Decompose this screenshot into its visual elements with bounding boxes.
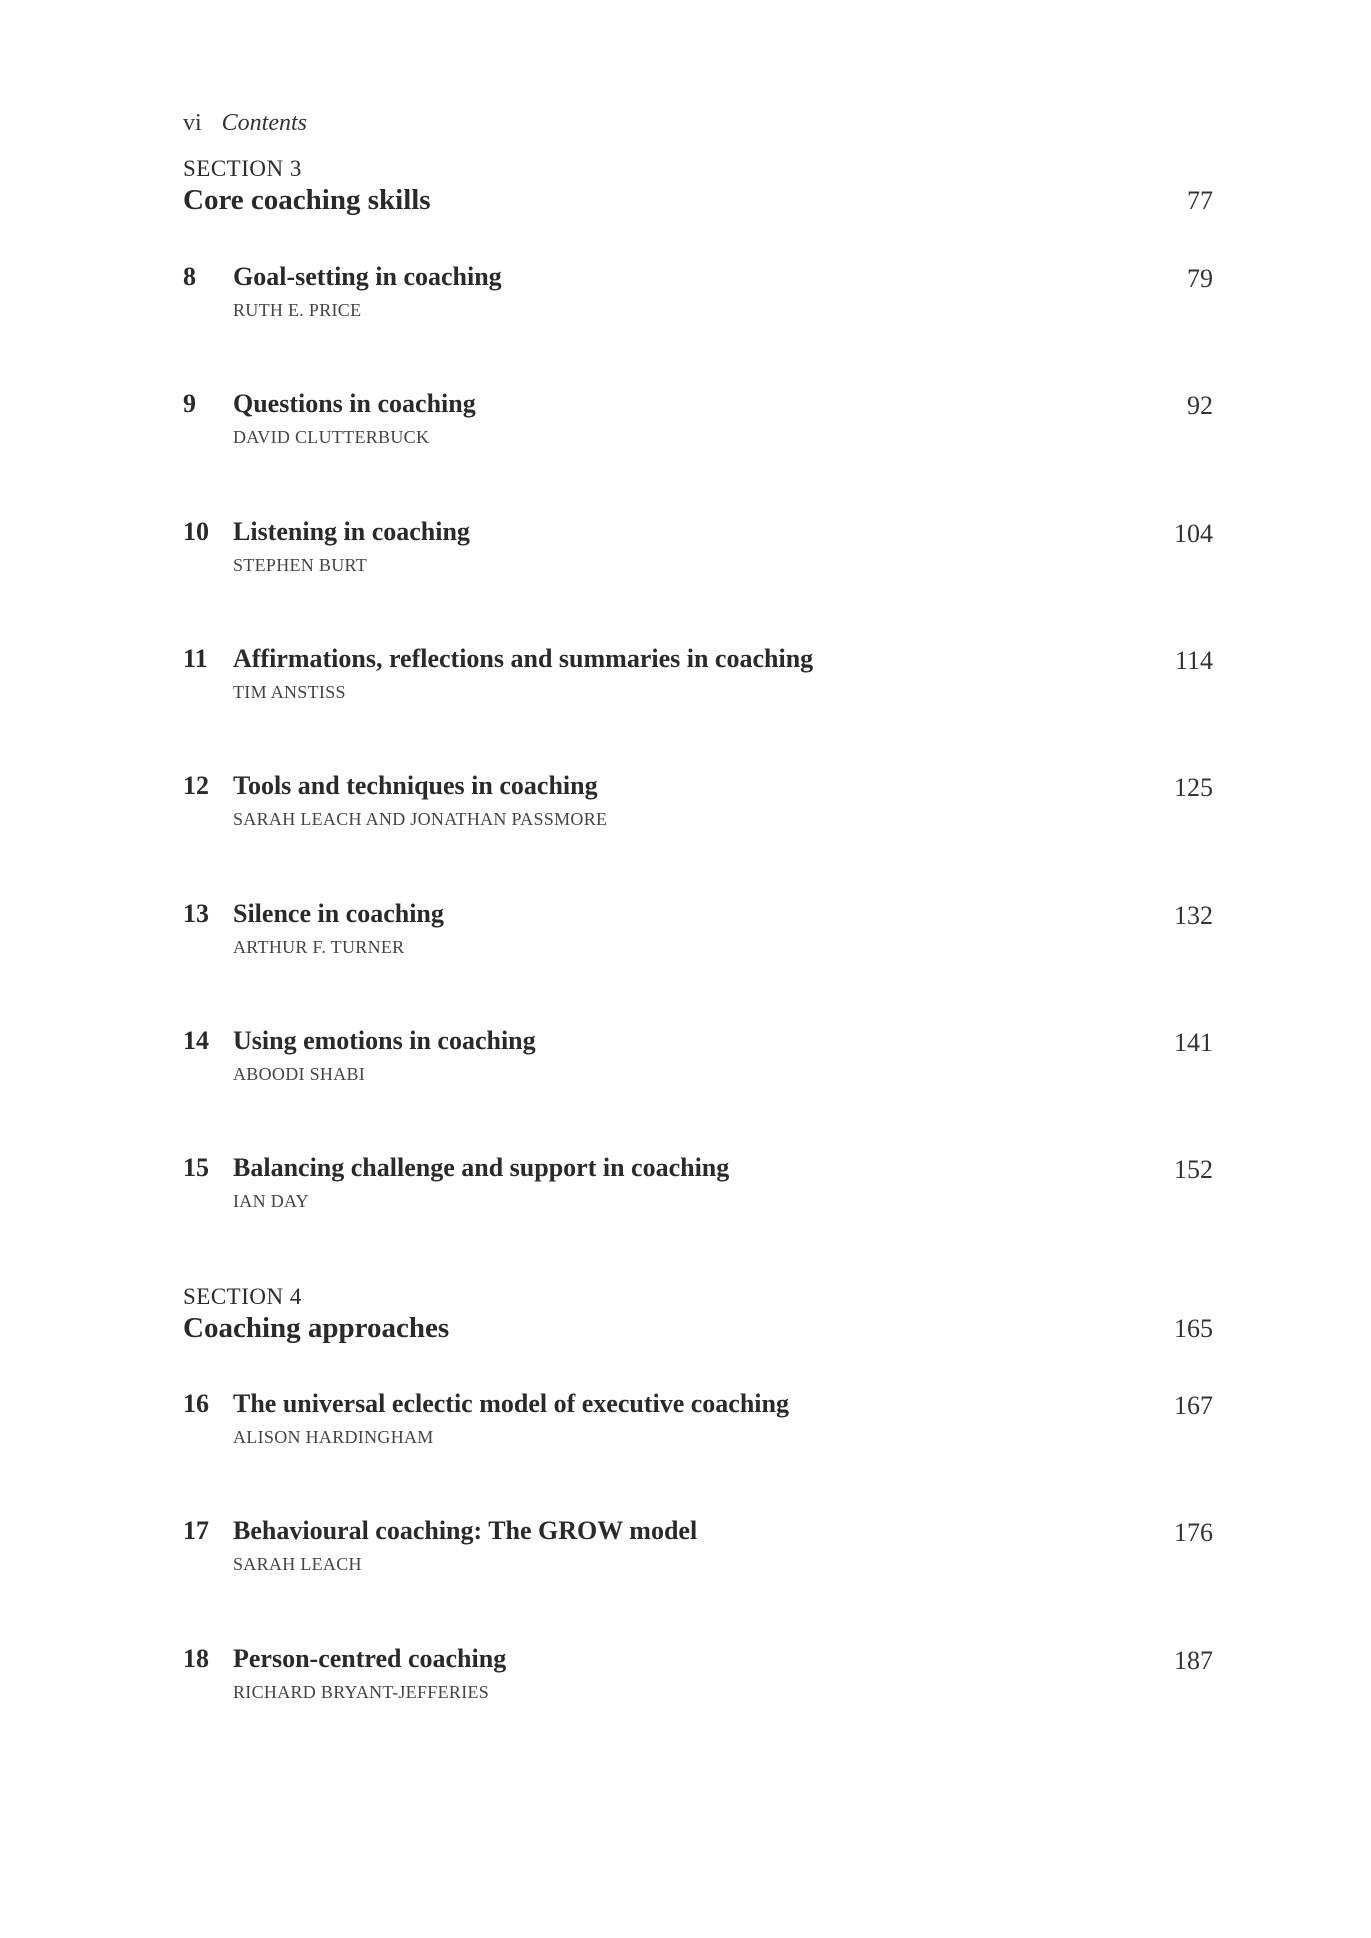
toc-entry[interactable]	[183, 644, 1213, 714]
chapter-author: ARTHUR F. TURNER	[233, 937, 405, 957]
toc-entry[interactable]	[183, 1516, 1213, 1586]
chapter-number: 11	[183, 644, 208, 673]
chapter-number: 14	[183, 1026, 209, 1055]
chapter-number: 12	[183, 771, 209, 800]
chapter-number: 15	[183, 1153, 209, 1182]
chapter-page-number: 125	[1174, 773, 1213, 802]
toc-entry[interactable]	[183, 389, 1213, 459]
running-head	[183, 110, 307, 137]
section-title: Coaching approaches	[183, 1312, 450, 1344]
chapter-title: Tools and techniques in coaching	[233, 771, 598, 800]
chapter-title: Person-centred coaching	[233, 1644, 507, 1673]
chapter-number: 8	[183, 262, 196, 291]
chapter-number: 16	[183, 1389, 209, 1418]
chapter-author: IAN DAY	[233, 1191, 309, 1211]
toc-entry[interactable]	[183, 262, 1213, 332]
chapter-author: RICHARD BRYANT-JEFFERIES	[233, 1682, 490, 1702]
section-heading	[183, 1282, 1213, 1352]
chapter-page-number: 176	[1174, 1518, 1213, 1547]
section-label: SECTION 4	[183, 1284, 302, 1309]
chapter-title: Using emotions in coaching	[233, 1026, 536, 1055]
section-page-number: 77	[1187, 186, 1213, 215]
chapter-number: 9	[183, 389, 196, 418]
chapter-page-number: 167	[1174, 1391, 1213, 1420]
chapter-author: DAVID CLUTTERBUCK	[233, 427, 430, 447]
chapter-author: TIM ANSTISS	[233, 682, 346, 702]
chapter-page-number: 114	[1174, 646, 1213, 675]
chapter-author: ALISON HARDINGHAM	[233, 1427, 434, 1447]
chapter-title: Questions in coaching	[233, 389, 476, 418]
chapter-title: Balancing challenge and support in coaching	[233, 1153, 730, 1182]
chapter-author: STEPHEN BURT	[233, 555, 368, 575]
chapter-page-number: 79	[1187, 264, 1213, 293]
toc-entry[interactable]	[183, 899, 1213, 969]
chapter-number: 10	[183, 517, 209, 546]
toc-entry[interactable]	[183, 517, 1213, 587]
chapter-page-number: 187	[1174, 1646, 1213, 1675]
chapter-page-number: 132	[1174, 901, 1213, 930]
running-head-title: Contents	[221, 110, 308, 136]
section-page-number: 165	[1174, 1314, 1213, 1343]
toc-entry[interactable]	[183, 1644, 1213, 1714]
toc-entry[interactable]	[183, 1153, 1213, 1223]
chapter-number: 17	[183, 1516, 209, 1545]
chapter-number: 18	[183, 1644, 209, 1673]
toc-entry[interactable]	[183, 771, 1213, 841]
chapter-title: The universal eclectic model of executive coaching	[233, 1389, 789, 1418]
chapter-title: Affirmations, reflections and summaries in coaching	[233, 644, 814, 673]
toc-entry[interactable]	[183, 1389, 1213, 1459]
chapter-author: RUTH E. PRICE	[233, 300, 362, 320]
section-label: SECTION 3	[183, 156, 302, 181]
chapter-title: Listening in coaching	[233, 517, 470, 546]
section-heading	[183, 154, 1213, 224]
chapter-page-number: 92	[1187, 391, 1213, 420]
section-title: Core coaching skills	[183, 184, 431, 216]
chapter-author: SARAH LEACH	[233, 1554, 362, 1574]
chapter-page-number: 141	[1174, 1028, 1213, 1057]
chapter-author: ABOODI SHABI	[233, 1064, 366, 1084]
chapter-number: 13	[183, 899, 209, 928]
chapter-title: Silence in coaching	[233, 899, 444, 928]
folio: vi	[183, 110, 202, 136]
chapter-title: Goal-setting in coaching	[233, 262, 502, 291]
chapter-page-number: 104	[1174, 519, 1213, 548]
toc-entry[interactable]	[183, 1026, 1213, 1096]
chapter-title: Behavioural coaching: The GROW model	[233, 1516, 698, 1545]
chapter-author: SARAH LEACH AND JONATHAN PASSMORE	[233, 809, 608, 829]
chapter-page-number: 152	[1174, 1155, 1213, 1184]
